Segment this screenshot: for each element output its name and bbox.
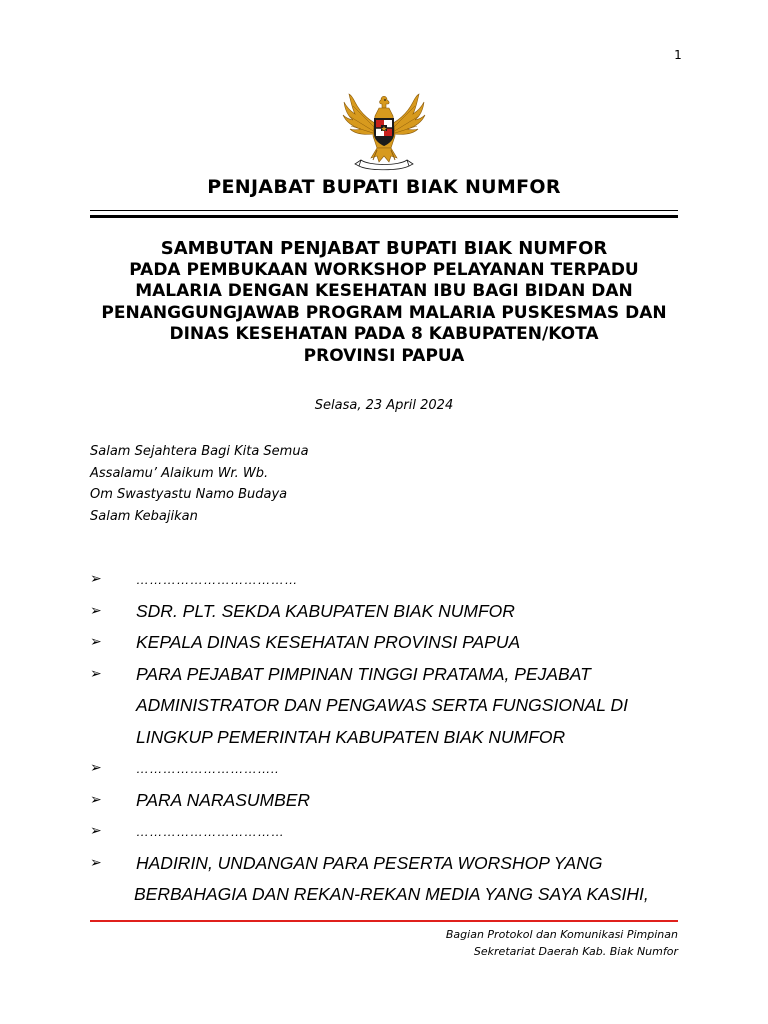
arrow-bullet-icon: ➢ — [90, 823, 102, 839]
garuda-pancasila-emblem-icon — [341, 92, 427, 172]
addressee-line: ………………………….. — [136, 761, 280, 776]
addressee-line: PARA NARASUMBER — [136, 789, 311, 810]
addressee-list — [88, 564, 688, 911]
speech-title — [60, 238, 708, 368]
arrow-bullet-icon: ➢ — [90, 854, 102, 871]
addressee-line: …………………………… — [136, 824, 285, 839]
addressee-line: HADIRIN, UNDANGAN PARA PESERTA WORSHOP YANG — [136, 852, 603, 873]
header-divider-thick — [90, 215, 678, 218]
addressee-item — [88, 596, 688, 628]
arrow-bullet-icon: ➢ — [90, 791, 102, 808]
speech-title-line: PADA PEMBUKAAN WORKSHOP PELAYANAN TERPADU — [129, 259, 639, 280]
footer-divider — [90, 920, 678, 922]
greeting-line: Om Swastyastu Namo Budaya — [90, 487, 288, 503]
addressee-item — [88, 816, 688, 848]
speech-title-line: MALARIA DENGAN KESEHATAN IBU BAGI BIDAN DAN — [135, 281, 633, 302]
addressee-line: SDR. PLT. SEKDA KABUPATEN BIAK NUMFOR — [136, 600, 515, 621]
speech-title-line: PENANGGUNGJAWAB PROGRAM MALARIA PUSKESMAS DAN — [101, 302, 667, 323]
addressee-line: KEPALA DINAS KESEHATAN PROVINSI PAPUA — [136, 632, 521, 652]
footer-line: Bagian Protokol dan Komunikasi Pimpinan — [445, 928, 678, 941]
addressee-line: PARA PEJABAT PIMPINAN TINGGI PRATAMA, PEJABAT — [136, 663, 591, 684]
addressee-line: LINGKUP PEMERINTAH KABUPATEN BIAK NUMFOR — [136, 726, 566, 747]
arrow-bullet-icon: ➢ — [90, 665, 102, 682]
arrow-bullet-icon: ➢ — [90, 571, 102, 587]
arrow-bullet-icon: ➢ — [90, 634, 102, 650]
addressee-line: BERBAHAGIA DAN REKAN-REKAN MEDIA YANG SAYA KASIHI, — [134, 884, 649, 904]
addressee-item — [88, 753, 688, 785]
speech-date: Selasa, 23 April 2024 — [314, 398, 454, 413]
speech-title-line: SAMBUTAN PENJABAT BUPATI BIAK NUMFOR — [160, 238, 608, 259]
footer — [446, 926, 678, 960]
footer-line: Sekretariat Daerah Kab. Biak Numfor — [473, 945, 678, 958]
addressee-item — [88, 659, 688, 754]
greetings — [90, 441, 309, 528]
office-title: PENJABAT BUPATI BIAK NUMFOR — [207, 176, 561, 198]
header-divider-thin — [90, 210, 678, 211]
addressee-item — [88, 848, 688, 911]
addressee-item — [88, 564, 688, 596]
addressee-item — [88, 627, 688, 659]
greeting-line: Salam Sejahtera Bagi Kita Semua — [90, 444, 309, 459]
addressee-line: ADMINISTRATOR DAN PENGAWAS SERTA FUNGSIONAL DI — [136, 695, 629, 715]
speech-title-line: PROVINSI PAPUA — [303, 345, 465, 366]
greeting-line: Assalamu’ Alaikum Wr. Wb. — [90, 465, 269, 481]
arrow-bullet-icon: ➢ — [90, 760, 102, 776]
greeting-line: Salam Kebajikan — [90, 509, 198, 525]
addressee-line: ……………………………… — [136, 572, 298, 587]
addressee-item — [88, 785, 688, 817]
arrow-bullet-icon: ➢ — [90, 602, 102, 619]
speech-title-line: DINAS KESEHATAN PADA 8 KABUPATEN/KOTA — [169, 324, 599, 345]
page-number: 1 — [674, 48, 682, 62]
